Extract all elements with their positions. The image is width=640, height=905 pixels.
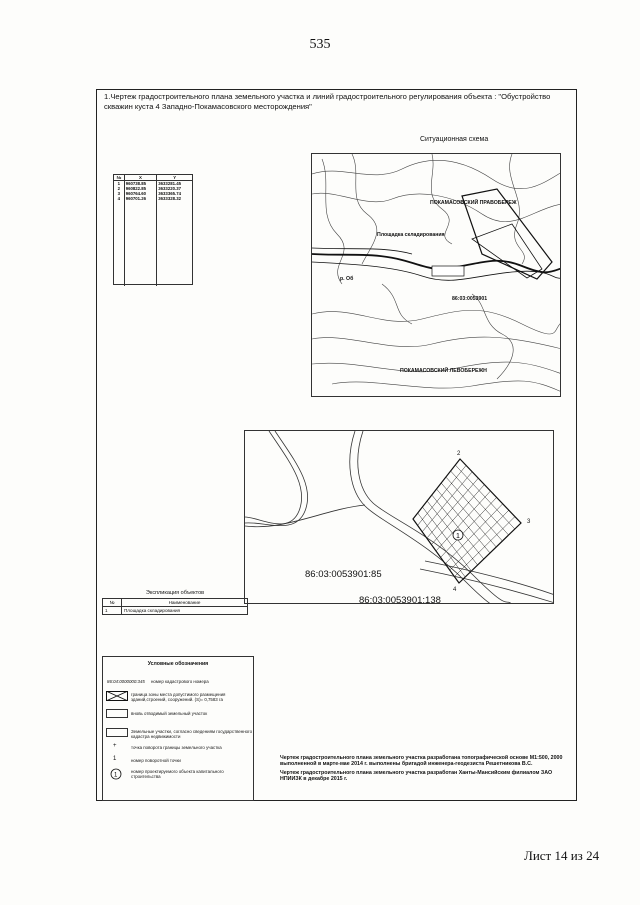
point-label-2: 2: [457, 451, 461, 457]
note-line-1: Чертеж градостроительного плана земельного участка разработана топографической основе М1:500, 2000 выполненной в марте-мае 2014 г. выполнены бригадой инженера-геодезиста Решетникова В.С.: [280, 755, 563, 768]
legend-text: вновь отводимый земельный участок: [131, 711, 208, 716]
legend-text: номер поворотной точки: [131, 758, 181, 763]
legend-object-symbol: [110, 768, 122, 780]
legend-text: точка поворота границы земельного участка: [131, 745, 222, 750]
legend-title: Условные обозначения: [147, 661, 209, 667]
drawing-note: [280, 755, 570, 782]
legend-text: Земельные участки, согласно сведениям государственного кадастра недвижимости: [131, 729, 253, 740]
parcel-plan: [244, 430, 554, 604]
map-label-ploshadka: Площадка складирования: [377, 232, 445, 238]
cadastral-label-138: 86:03:0053901:138: [359, 595, 441, 604]
explication-cell: 1: [103, 607, 122, 615]
drawing-title: 1.Чертеж градостроительного плана земельного участка и линий градостроительного регулирования объекта : "Обустройство скважин куста 4 Западно-Покамасовского месторождения": [104, 92, 551, 111]
legend-box-new-parcel: [106, 709, 128, 718]
legend-symbol-cadastral: 86:04:0000000:345: [107, 679, 145, 684]
svg-text:1: 1: [114, 772, 118, 779]
situation-map: [311, 153, 561, 397]
legend-symbol-point: +: [113, 743, 117, 749]
map-label-river: р. Об: [340, 276, 354, 282]
legend-text: граница зоны места допустимого размещения зданий,строений, сооружений. (S)= 0,7583 га: [131, 692, 226, 703]
coord-header: №: [114, 175, 124, 181]
legend-box-cadastre: [106, 728, 128, 737]
coord-cell: 960738.85: [124, 181, 157, 187]
explication-cell: Площадка складирования: [122, 607, 248, 615]
legend-text: номер кадастрового номера: [151, 679, 209, 684]
point-label-4: 4: [453, 587, 457, 593]
coord-cell: 960764.60: [124, 191, 157, 196]
coord-cell: 4: [117, 196, 121, 201]
coord-cell: 3633220.37: [157, 186, 192, 191]
object-number: 1: [456, 533, 460, 540]
explication-header-num: №: [103, 599, 122, 607]
explication-title: Экспликация объектов: [145, 590, 205, 596]
point-label-3: 3: [527, 519, 531, 525]
coord-cell: 3: [117, 191, 121, 196]
coord-cell: 960822.85: [124, 186, 157, 191]
coord-cell: 1: [117, 181, 121, 186]
coord-cell: 3633365.74: [157, 191, 192, 196]
explication-header-name: Наименование: [122, 599, 248, 607]
coord-cell: 960701.26: [124, 196, 157, 201]
legend-block: [102, 656, 254, 801]
legend-hatch-symbol: [106, 691, 128, 701]
coord-cell: 3633281.45: [157, 181, 192, 187]
coord-header: Y: [157, 175, 192, 181]
page-number: 535: [309, 37, 331, 52]
legend-symbol-point-number: 1: [113, 756, 117, 762]
situation-scheme-title: Ситуационная схема: [420, 136, 489, 143]
explication-block: [102, 590, 248, 615]
cadastral-label-85: 86:03:0053901:85: [305, 569, 382, 580]
legend-text: номер проектируемого объекта капитального строительства: [131, 769, 224, 780]
coord-cell: 2: [117, 186, 121, 191]
note-line-2: Чертеж градостроительного плана земельного участка разработан Ханты-Мансийским филиалом ЗАО НПИИЗК в декабре 2015 г.: [280, 769, 553, 782]
map-label-parcel: 86:03:0053901: [452, 296, 488, 302]
map-label-pravoberezh: ПОКАМАСОВСКИЙ ПРАВОБЕРЕЖ: [430, 200, 517, 206]
coordinates-table: [113, 174, 193, 285]
sheet-label: Лист 14 из 24: [524, 848, 600, 863]
coord-cell: 3633328.32: [157, 196, 192, 201]
map-label-levoberezh: ПОКАМАСОВСКИЙ ЛЕВОБЕРЕЖН: [400, 368, 487, 374]
coord-header: X: [124, 175, 157, 181]
